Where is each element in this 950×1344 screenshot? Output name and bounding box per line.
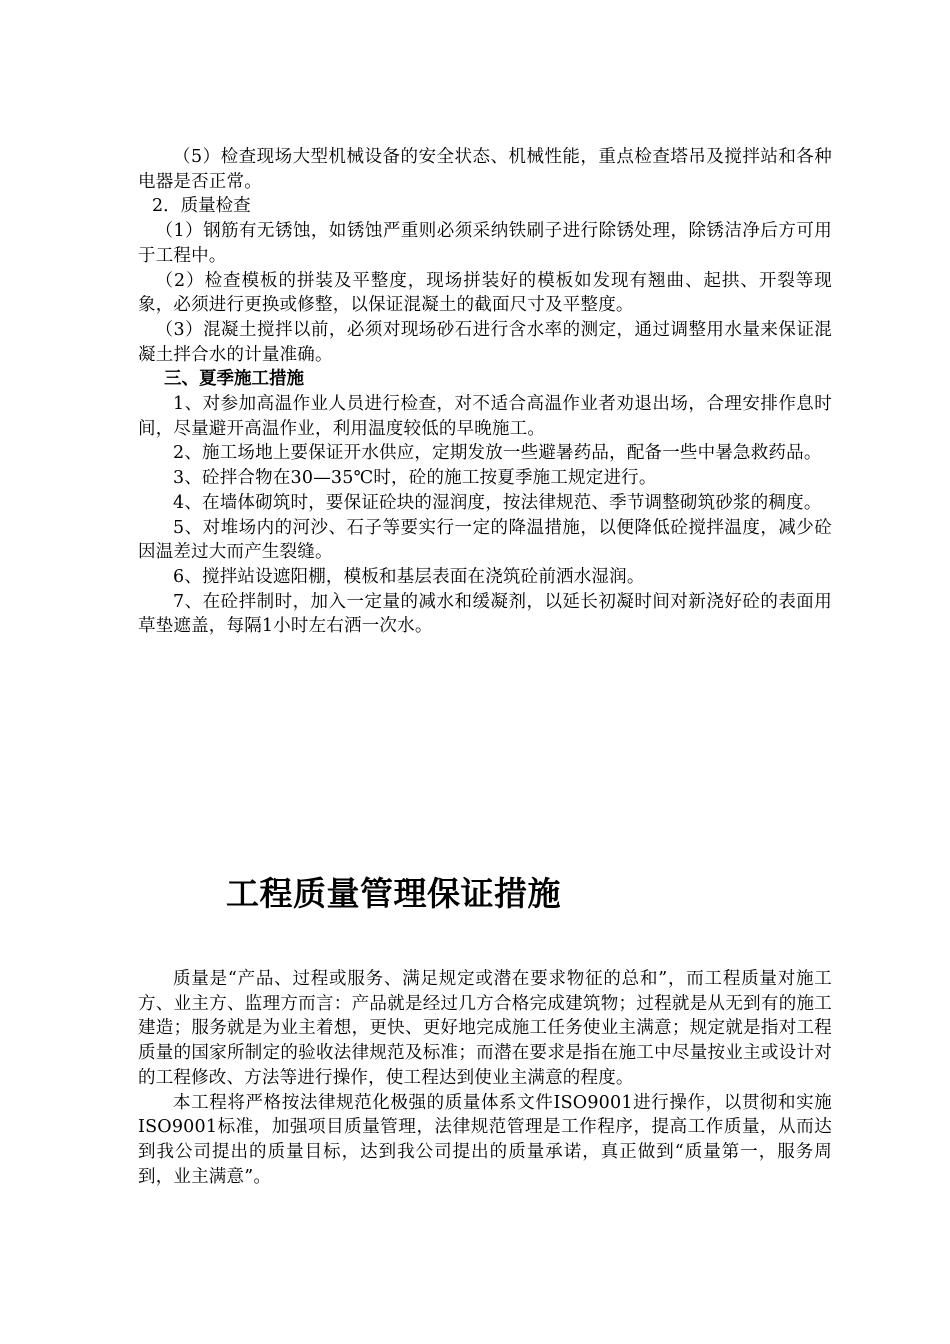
- summer-item-4: 4、在墙体砌筑时，要保证砼块的湿润度，按法律规范、季节调整砌筑砂浆的稠度。: [173, 492, 822, 513]
- quality-item-2: （2）检查模板的拼装及平整度，现场拼装好的模板如发现有翘曲、起拱、开裂等现象，必须进行更换或修整，以保证混凝土的截面尺寸及平整度。: [138, 270, 832, 316]
- quality-definition-paragraph: 质量是“产品、过程或服务、满足规定或潜在要求物征的总和”，而工程质量对施工方、业主方、监理方而言：产品就是经过几方合格完成建筑物；过程就是从无到有的施工建造；服务就是为业主着想，更快、更好地完成施工任务使业主满意；规定就是指对工程质量的国家所制定的验收法律规范及标准；而潜在要求是指在施工中尽量按业主或设计对的工程修改、方法等进行操作，使工程达到使业主满意的程度。: [138, 969, 832, 1088]
- summer-item-1: 1、对参加高温作业人员进行检查，对不适合高温作业者劝退出场，合理安排作息时间，尽量避开高温作业，利用温度较低的早晚施工。: [138, 394, 832, 439]
- inspection-section: [138, 145, 832, 639]
- summer-item-5: 5、对堆场内的河沙、石子等要实行一定的降温措施，以便降低砼搅拌温度，减少砼因温差过大而产生裂缝。: [138, 517, 832, 563]
- summer-item-2: 2、施工场地上要保证开水供应，定期发放一些避暑药品，配备一些中暑急救药品。: [173, 443, 822, 464]
- quality-item-1: （1）钢筋有无锈蚀，如锈蚀严重则必须采纳铁刷子进行除锈处理，除锈洁净后方可用于工程中。: [138, 221, 832, 266]
- quality-check-heading: 2．质量检查: [152, 196, 251, 217]
- summer-heading: 三、夏季施工措施: [164, 369, 304, 390]
- quality-item-3: （3）混凝土搅拌以前，必须对现场砂石进行含水率的测定，通过调整用水量来保证混凝土拌合水的计量准确。: [138, 319, 832, 365]
- iso-paragraph: 本工程将严格按法律规范化极强的质量体系文件ISO9001进行操作，以贯彻和实施ISO9001标准，加强项目质量管理，法律规范管理是工作程序，提高工作质量，从而达到我公司提出的质量目标，达到我公司提出的质量承诺，真正做到“质量第一，服务周到，业主满意”。: [138, 1092, 832, 1187]
- section-title: 工程质量管理保证措施: [226, 874, 561, 913]
- quality-management-section: [138, 967, 832, 1189]
- summer-item-7: 7、在砼拌制时，加入一定量的减水和缓凝剂，以延长初凝时间对新浇好砼的表面用草垫遮盖，每隔1小时左右洒一次水。: [138, 591, 832, 637]
- summer-item-6: 6、搅拌站设遮阳棚，模板和基层表面在浇筑砼前洒水湿润。: [173, 566, 645, 587]
- check-item-5: （5）检查现场大型机械设备的安全状态、机械性能，重点检查塔吊及搅拌站和各种电器是否正常。: [138, 147, 832, 192]
- summer-item-3: 3、砼拌合物在30—35℃时，砼的施工按夏季施工规定进行。: [173, 468, 657, 489]
